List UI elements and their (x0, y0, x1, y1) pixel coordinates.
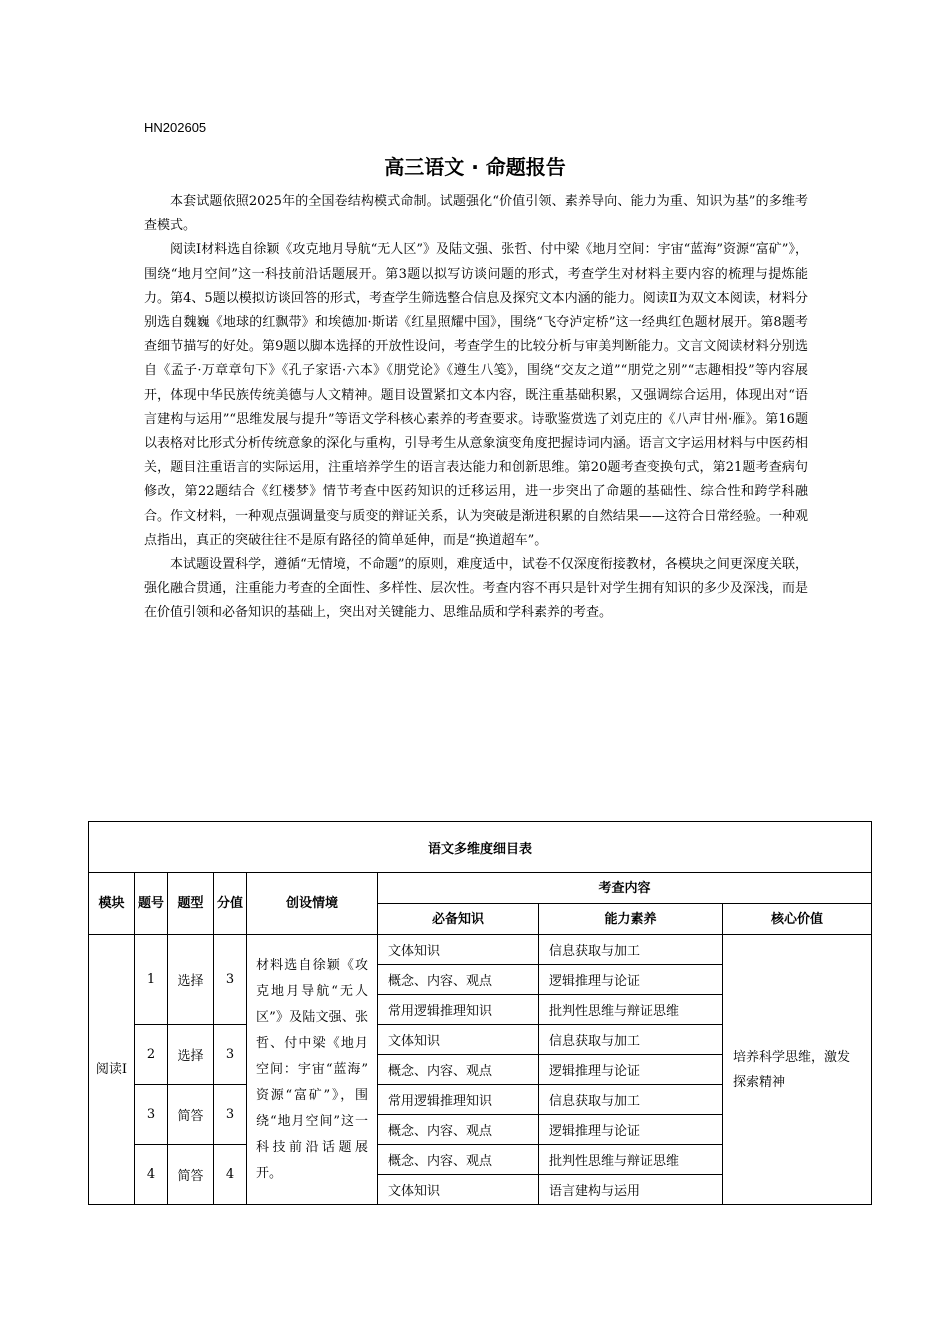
header-question-number: 题号 (135, 873, 168, 935)
ability-cell: 批判性思维与辩证思维 (539, 995, 723, 1025)
header-question-type: 题型 (168, 873, 214, 935)
ability-cell: 逻辑推理与论证 (539, 1115, 723, 1145)
table-title: 语文多维度细目表 (89, 822, 872, 873)
core-value-cell: 培养科学思维，激发探索精神 (723, 935, 872, 1205)
question-score: 3 (214, 1085, 247, 1145)
paragraph-summary: 本试题设置科学，遵循“无情境，不命题”的原则，难度适中，试卷不仅深度衔接教材，各模块之间更深度关联，强化融合贯通，注重能力考查的全面性、多样性、层次性。考查内容不再只是针对学生拥有知识的多少及深浅，而是在价值引领和必备知识的基础上，突出对关键能力、思维品质和学科素养的考查。 (144, 557, 808, 621)
question-type: 选择 (168, 935, 214, 1025)
question-type: 简答 (168, 1145, 214, 1205)
document-code: HN202605 (144, 120, 207, 135)
ability-cell: 逻辑推理与论证 (539, 1055, 723, 1085)
header-exam-content: 考查内容 (378, 873, 872, 904)
question-number: 1 (135, 935, 168, 1025)
question-number: 2 (135, 1025, 168, 1085)
module-cell: 阅读Ⅰ (89, 935, 135, 1205)
ability-cell: 信息获取与加工 (539, 1085, 723, 1115)
question-score: 3 (214, 1025, 247, 1085)
knowledge-cell: 常用逻辑推理知识 (378, 1085, 539, 1115)
header-module: 模块 (89, 873, 135, 935)
question-type: 选择 (168, 1025, 214, 1085)
knowledge-cell: 常用逻辑推理知识 (378, 995, 539, 1025)
paragraph-details: 阅读Ⅰ材料选自徐颖《攻克地月导航“无人区”》及陆文强、张哲、付中梁《地月空间：宇宙“蓝海”资源“富矿”》，围绕“地月空间”这一科技前沿话题展开。第3题以拟写访谈问题的形式，考查学生对材料主要内容的梳理与提炼能力。第4、5题以模拟访谈回答的形式，考查学生筛选整合信息及探究文本内涵的能力。阅读Ⅱ为双文本阅读，材料分别选自魏巍《地球的红飘带》和埃德加·斯诺《红星照耀中国》，围绕“飞夺泸定桥”这一经典红色题材展开。第8题考查细节描写的好处。第9题以脚本选择的开放性设问，考查学生的比较分析与审美判断能力。文言文阅读材料分别选自《孟子·万章章句下》《孔子家语·六本》《朋党论》《遵生八笺》，围绕“交友之道”“朋党之别”“志趣相投”等内容展开，体现中华民族传统美德与人文精神。题目设置紧扣文本内容，既注重基础积累，又强调综合运用，体现出对“语言建构与运用”“思维发展与提升”等语文学科核心素养的考查要求。诗歌鉴赏选了刘克庄的《八声甘州·雁》。第16题以表格对比形式分析传统意象的深化与重构，引导考生从意象演变角度把握诗词内涵。语言文字运用材料与中医药相关，题目注重语言的实际运用，注重培养学生的语言表达能力和创新思维。第20题考查变换句式，第21题考查病句修改，第22题结合《红楼梦》情节考查中医药知识的迁移运用，进一步突出了命题的基础性、综合性和跨学科融合。作文材料，一种观点强调量变与质变的辩证关系，认为突破是渐进积累的自然结果——这符合日常经验。一种观点指出，真正的突破往往不是原有路径的简单延伸，而是“换道超车”。 (144, 242, 808, 548)
question-number: 3 (135, 1085, 168, 1145)
question-type: 简答 (168, 1085, 214, 1145)
question-score: 3 (214, 935, 247, 1025)
scenario-cell: 材料选自徐颖《攻克地月导航“无人区”》及陆文强、张哲、付中梁《地月空间：宇宙“蓝海” 资源“富矿”》，围绕“地月空间”这一科技前沿话题展开。 (247, 935, 378, 1205)
ability-cell: 信息获取与加工 (539, 935, 723, 965)
ability-cell: 逻辑推理与论证 (539, 965, 723, 995)
knowledge-cell: 概念、内容、观点 (378, 1115, 539, 1145)
question-number: 4 (135, 1145, 168, 1205)
report-body (144, 190, 808, 626)
ability-cell: 信息获取与加工 (539, 1025, 723, 1055)
header-scenario: 创设情境 (247, 873, 378, 935)
knowledge-cell: 概念、内容、观点 (378, 965, 539, 995)
header-ability: 能力素养 (539, 904, 723, 935)
knowledge-cell: 文体知识 (378, 1025, 539, 1055)
paragraph-intro: 本套试题依照2025年的全国卷结构模式命制。试题强化“价值引领、素养导向、能力为重、知识为基”的多维考查模式。 (144, 194, 808, 234)
detail-table (88, 821, 872, 1205)
header-knowledge: 必备知识 (378, 904, 539, 935)
knowledge-cell: 概念、内容、观点 (378, 1055, 539, 1085)
knowledge-cell: 文体知识 (378, 1175, 539, 1205)
question-score: 4 (214, 1145, 247, 1205)
knowledge-cell: 文体知识 (378, 935, 539, 965)
knowledge-cell: 概念、内容、观点 (378, 1145, 539, 1175)
header-core-value: 核心价值 (723, 904, 872, 935)
ability-cell: 批判性思维与辩证思维 (539, 1145, 723, 1175)
ability-cell: 语言建构与运用 (539, 1175, 723, 1205)
report-title: 高三语文 · 命题报告 (384, 155, 566, 179)
header-score: 分值 (214, 873, 247, 935)
table-row (89, 935, 872, 965)
